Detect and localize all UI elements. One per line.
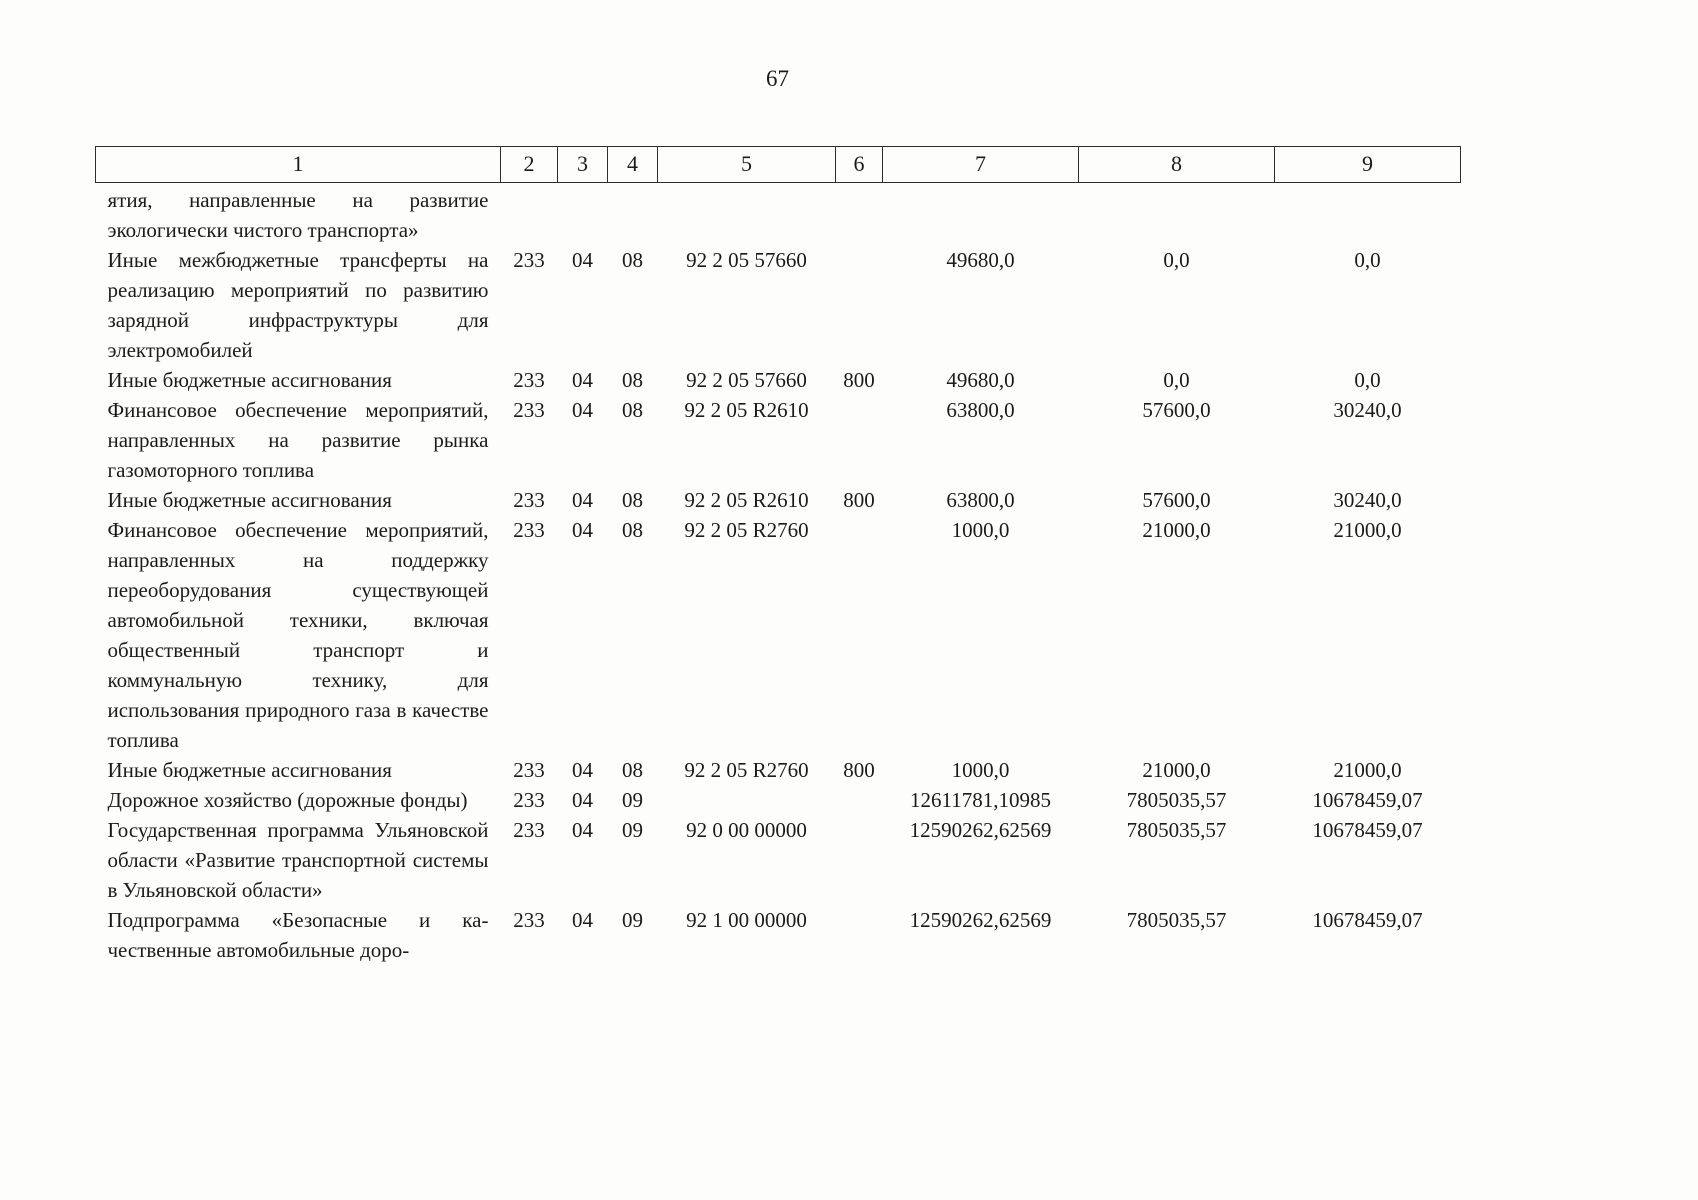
row-value-cell: 04 [572,398,593,422]
table-row [96,183,1461,246]
row-name-cell: Государственная программа Ульяновской области «Развитие транспортной системы в Ульяновской области» [107,818,489,902]
row-value-cell: 233 [513,758,545,782]
table-row [96,815,1461,905]
row-value-cell [501,183,558,246]
row-value-cell [1275,183,1461,246]
row-value-cell [836,785,883,815]
row-value-cell: 09 [622,788,643,812]
row-value-cell: 7805035,57 [1126,788,1227,812]
column-header: 7 [883,147,1079,183]
row-value-cell: 0,0 [1163,368,1190,392]
row-value-cell: 04 [572,518,593,542]
column-header: 8 [1079,147,1275,183]
row-value-cell: 1000,0 [951,758,1010,782]
row-value-cell: 08 [622,488,643,512]
row-value-cell [658,183,836,246]
row-value-cell: 08 [622,398,643,422]
row-value-cell: 92 2 05 57660 [686,368,807,392]
row-value-cell: 08 [622,248,643,272]
row-value-cell: 800 [843,488,875,512]
row-value-cell: 233 [513,818,545,842]
row-value-cell: 7805035,57 [1126,908,1227,932]
row-name-cell: Иные бюджетные ассигнования [107,488,392,512]
table-row [96,755,1461,785]
column-header: 4 [608,147,658,183]
row-value-cell: 04 [572,368,593,392]
table-row [96,515,1461,755]
column-header: 5 [658,147,836,183]
column-header: 2 [501,147,558,183]
row-value-cell: 21000,0 [1142,518,1211,542]
row-value-cell [1079,183,1275,246]
row-value-cell: 233 [513,788,545,812]
row-name-cell: Подпрограмма «Безопасные и качественные автомобильные доро- [107,908,489,962]
row-value-cell: 49680,0 [946,368,1015,392]
row-value-cell: 08 [622,758,643,782]
row-value-cell [836,815,883,905]
row-value-cell [836,395,883,485]
row-value-cell: 30240,0 [1333,488,1402,512]
table-row [96,395,1461,485]
row-value-cell: 92 2 05 R2610 [684,398,809,422]
row-value-cell: 92 1 00 00000 [686,908,807,932]
row-value-cell: 0,0 [1354,248,1381,272]
row-value-cell [836,183,883,246]
row-value-cell: 233 [513,518,545,542]
row-value-cell: 92 2 05 R2610 [684,488,809,512]
row-name-cell: Финансовое обеспечение мероприятий, направленных на поддержку переоборудования существующей автомобильной техники, включая общественный транспорт и коммунальную технику, для использования природного газа в качестве топлива [107,518,489,752]
row-value-cell: 12611781,10985 [910,788,1051,812]
row-value-cell [608,183,658,246]
row-name-cell: Финансовое обеспечение мероприятий, направленных на развитие рынка газомоторного топлива [107,398,489,482]
page-number: 67 [766,66,789,91]
row-value-cell [836,905,883,965]
row-value-cell: 12590262,62569 [909,818,1052,842]
row-value-cell: 233 [513,908,545,932]
budget-table [95,146,1461,965]
table-row [96,365,1461,395]
table-header-row [96,147,1461,183]
row-value-cell: 800 [843,368,875,392]
column-header: 9 [1275,147,1461,183]
row-value-cell [658,785,836,815]
row-value-cell: 08 [622,518,643,542]
row-value-cell [883,183,1079,246]
row-value-cell: 63800,0 [946,488,1015,512]
row-value-cell: 10678459,07 [1312,818,1423,842]
table-row [96,485,1461,515]
column-header: 3 [558,147,608,183]
column-header: 6 [836,147,883,183]
row-value-cell: 92 2 05 R2760 [684,758,809,782]
row-value-cell: 92 0 00 00000 [686,818,807,842]
row-name-cell: Иные межбюджетные трансферты на реализацию мероприятий по развитию зарядной инфраструктуры для электромобилей [107,248,489,362]
row-value-cell: 57600,0 [1142,398,1211,422]
row-value-cell: 21000,0 [1142,758,1211,782]
row-value-cell: 21000,0 [1333,758,1402,782]
row-name-cell: Иные бюджетные ассигнования [107,758,392,782]
row-value-cell: 800 [843,758,875,782]
row-value-cell: 04 [572,788,593,812]
row-value-cell: 04 [572,908,593,932]
row-value-cell: 12590262,62569 [909,908,1052,932]
row-name-cell: Дорожное хозяйство (дорожные фонды) [107,788,468,812]
row-value-cell: 04 [572,818,593,842]
table-row [96,905,1461,965]
row-value-cell: 233 [513,248,545,272]
column-header: 1 [96,147,501,183]
row-value-cell: 1000,0 [951,518,1010,542]
row-name-cell: ятия, направленные на развитие экологически чистого транспорта» [107,188,489,242]
row-value-cell [836,245,883,365]
row-value-cell: 92 2 05 57660 [686,248,807,272]
row-value-cell: 92 2 05 R2760 [684,518,809,542]
row-value-cell: 04 [572,488,593,512]
row-value-cell: 09 [622,908,643,932]
table-row [96,785,1461,815]
row-value-cell: 09 [622,818,643,842]
row-value-cell: 7805035,57 [1126,818,1227,842]
row-value-cell: 63800,0 [946,398,1015,422]
row-value-cell: 04 [572,248,593,272]
row-value-cell: 0,0 [1163,248,1190,272]
row-value-cell: 233 [513,488,545,512]
row-value-cell: 57600,0 [1142,488,1211,512]
row-value-cell: 49680,0 [946,248,1015,272]
row-name-cell: Иные бюджетные ассигнования [107,368,392,392]
table-body [96,183,1461,966]
row-value-cell: 233 [513,398,545,422]
row-value-cell [836,515,883,755]
row-value-cell: 30240,0 [1333,398,1402,422]
table-row [96,245,1461,365]
row-value-cell: 21000,0 [1333,518,1402,542]
row-value-cell: 10678459,07 [1312,788,1423,812]
row-value-cell: 08 [622,368,643,392]
row-value-cell [558,183,608,246]
row-value-cell: 233 [513,368,545,392]
row-value-cell: 04 [572,758,593,782]
row-value-cell: 0,0 [1354,368,1381,392]
row-value-cell: 10678459,07 [1312,908,1423,932]
